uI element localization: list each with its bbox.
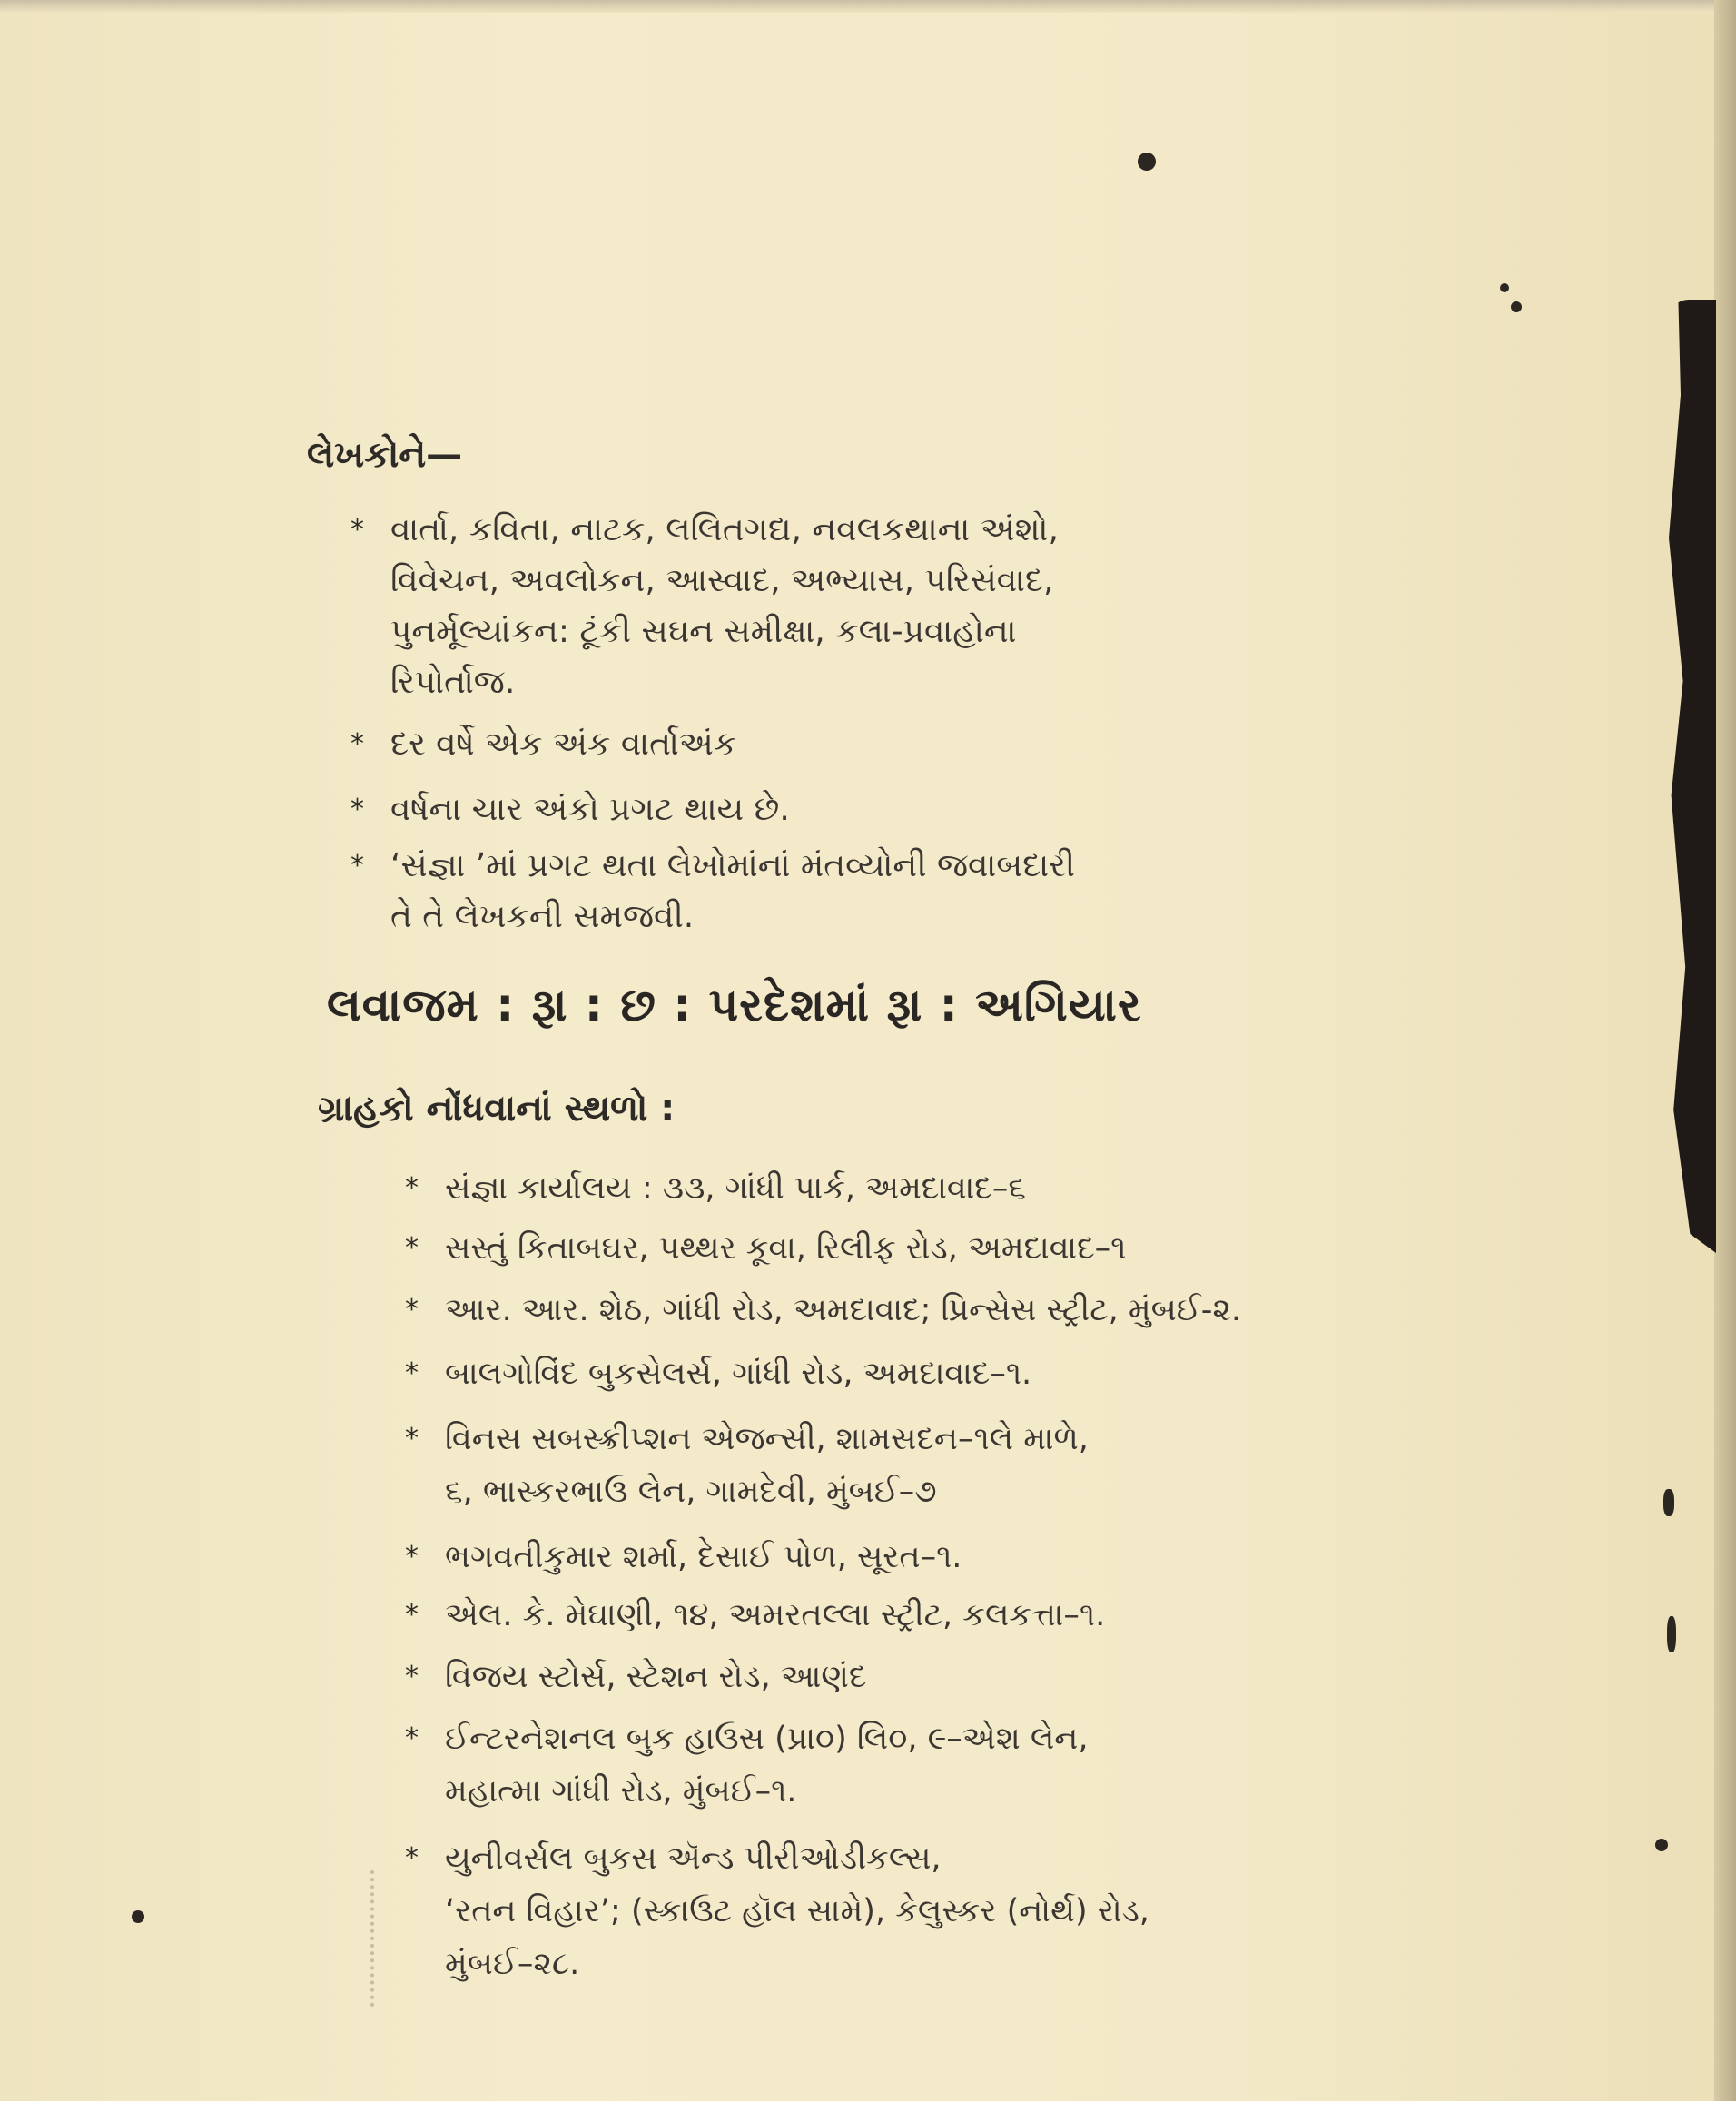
- note-line: તે તે લેખકની સમજવી.: [390, 898, 695, 935]
- place-line: આર. આર. શેઠ, ગાંધી રોડ, અમદાવાદ; પ્રિન્સેસ સ્ટ્રીટ, મુંબઈ-૨.: [445, 1292, 1241, 1328]
- place-item: [405, 1413, 1444, 1518]
- torn-page-edge: [1669, 300, 1716, 1253]
- place-item: [405, 1162, 1444, 1215]
- place-item: [405, 1712, 1444, 1818]
- note-line: વાર્તા, કવિતા, નાટક, લલિતગદ્ય, નવલકથાના અંશો,: [390, 511, 1059, 548]
- place-item: [405, 1589, 1444, 1642]
- writer-note: [350, 841, 1389, 942]
- place-line: ભગવતીકુમાર શર્મા, દેસાઈ પોળ, સૂરત–૧.: [445, 1539, 962, 1575]
- note-line: વિવેચન, અવલોકન, આસ્વાદ, અભ્યાસ, પરિસંવાદ,: [390, 562, 1054, 599]
- place-item: [405, 1832, 1444, 1990]
- ink-speck: [1655, 1839, 1668, 1851]
- subscription-rate: લવાજમ : રૂા : છ : પરદેશમાં રૂા : અગિયાર: [327, 979, 1142, 1031]
- place-line: એલ. કે. મેઘાણી, ૧૪, અમરતલ્લા સ્ટ્રીટ, કલકત્તા–૧.: [445, 1597, 1106, 1633]
- bullet-star: *: [405, 1357, 419, 1389]
- place-line: મુંબઈ–૨૮.: [445, 1946, 580, 1982]
- note-line: ‘સંજ્ઞા ’માં પ્રગટ થતા લેખોમાંનાં મંતવ્યોની જવાબદારી: [390, 847, 1076, 884]
- bullet-star: *: [405, 1661, 419, 1692]
- bullet-star: *: [405, 1172, 419, 1204]
- place-item: [405, 1284, 1444, 1337]
- place-line: સંજ્ઞા કાર્યાલય : ૩૩, ગાંધી પાર્ક, અમદાવાદ–૬: [445, 1170, 1026, 1207]
- place-line: મહાત્મા ગાંધી રોડ, મુંબઈ–૧.: [445, 1773, 797, 1810]
- bullet-star: *: [350, 728, 364, 760]
- writer-note: [350, 719, 1389, 770]
- bullet-star: *: [405, 1232, 419, 1264]
- place-line: બાલગોવિંદ બુકસેલર્સ, ગાંધી રોડ, અમદાવાદ–૧.: [445, 1356, 1032, 1392]
- place-line: ઈન્ટરનેશનલ બુક હાઉસ (પ્રા૦) લિ૦, ૯–એશ લેન,: [445, 1721, 1089, 1757]
- place-line: વિજય સ્ટોર્સ, સ્ટેશન રોડ, આણંદ: [445, 1659, 867, 1695]
- place-item: [405, 1531, 1444, 1583]
- bullet-star: *: [405, 1722, 419, 1754]
- page-top-edge: [0, 0, 1736, 13]
- writer-note: [350, 505, 1389, 708]
- subscription-places-heading: ગ્રાહકો નોંધવાનાં સ્થળો :: [318, 1088, 676, 1129]
- bullet-star: *: [405, 1423, 419, 1455]
- bullet-star: *: [405, 1294, 419, 1326]
- place-item: [405, 1651, 1444, 1703]
- place-line: સસ્તું કિતાબઘર, પથ્થર કૂવા, રિલીફ રોડ, અમદાવાદ–૧: [445, 1230, 1127, 1267]
- place-line: યુનીવર્સલ બુકસ ઍન્ડ પીરીઓડીકલ્સ,: [445, 1840, 942, 1877]
- ink-speck: [132, 1910, 144, 1923]
- faded-stamp-mark: [370, 1870, 501, 2007]
- ink-speck: [1667, 1616, 1676, 1652]
- bullet-star: *: [350, 514, 364, 546]
- page-right-edge: [1714, 0, 1736, 2101]
- place-item: [405, 1222, 1444, 1275]
- ink-speck: [1138, 153, 1156, 171]
- place-item: [405, 1347, 1444, 1400]
- note-line: પુનર્મૂલ્યાંકન: ટૂંકી સઘન સમીક્ષા, કલા-પ્રવાહોના: [390, 613, 1017, 650]
- ink-speck: [1511, 301, 1522, 312]
- ink-speck: [1500, 283, 1509, 292]
- bullet-star: *: [405, 1541, 419, 1573]
- ink-speck: [1663, 1489, 1674, 1516]
- place-line: ૬, ભાસ્કરભાઉ લેન, ગામદેવી, મુંબઈ–૭: [445, 1474, 937, 1510]
- place-line: ‘રતન વિહાર’; (સ્કાઉટ હૉલ સામે), કેલુસ્કર (નોર્થ) રોડ,: [445, 1893, 1149, 1929]
- note-line: દર વર્ષે એક અંક વાર્તાઅંક: [390, 725, 737, 763]
- bullet-star: *: [350, 794, 364, 825]
- note-line: રિપોર્તાજ.: [390, 664, 516, 701]
- writer-note: [350, 784, 1389, 835]
- note-line: વર્ષના ચાર અંકો પ્રગટ થાય છે.: [390, 791, 790, 828]
- place-line: વિનસ સબસ્ક્રીપ્શન એજન્સી, શામસદન–૧લે માળે,: [445, 1421, 1089, 1457]
- bullet-star: *: [405, 1842, 419, 1874]
- writers-heading: લેખકોને—: [307, 434, 463, 476]
- bullet-star: *: [405, 1599, 419, 1631]
- bullet-star: *: [350, 850, 364, 882]
